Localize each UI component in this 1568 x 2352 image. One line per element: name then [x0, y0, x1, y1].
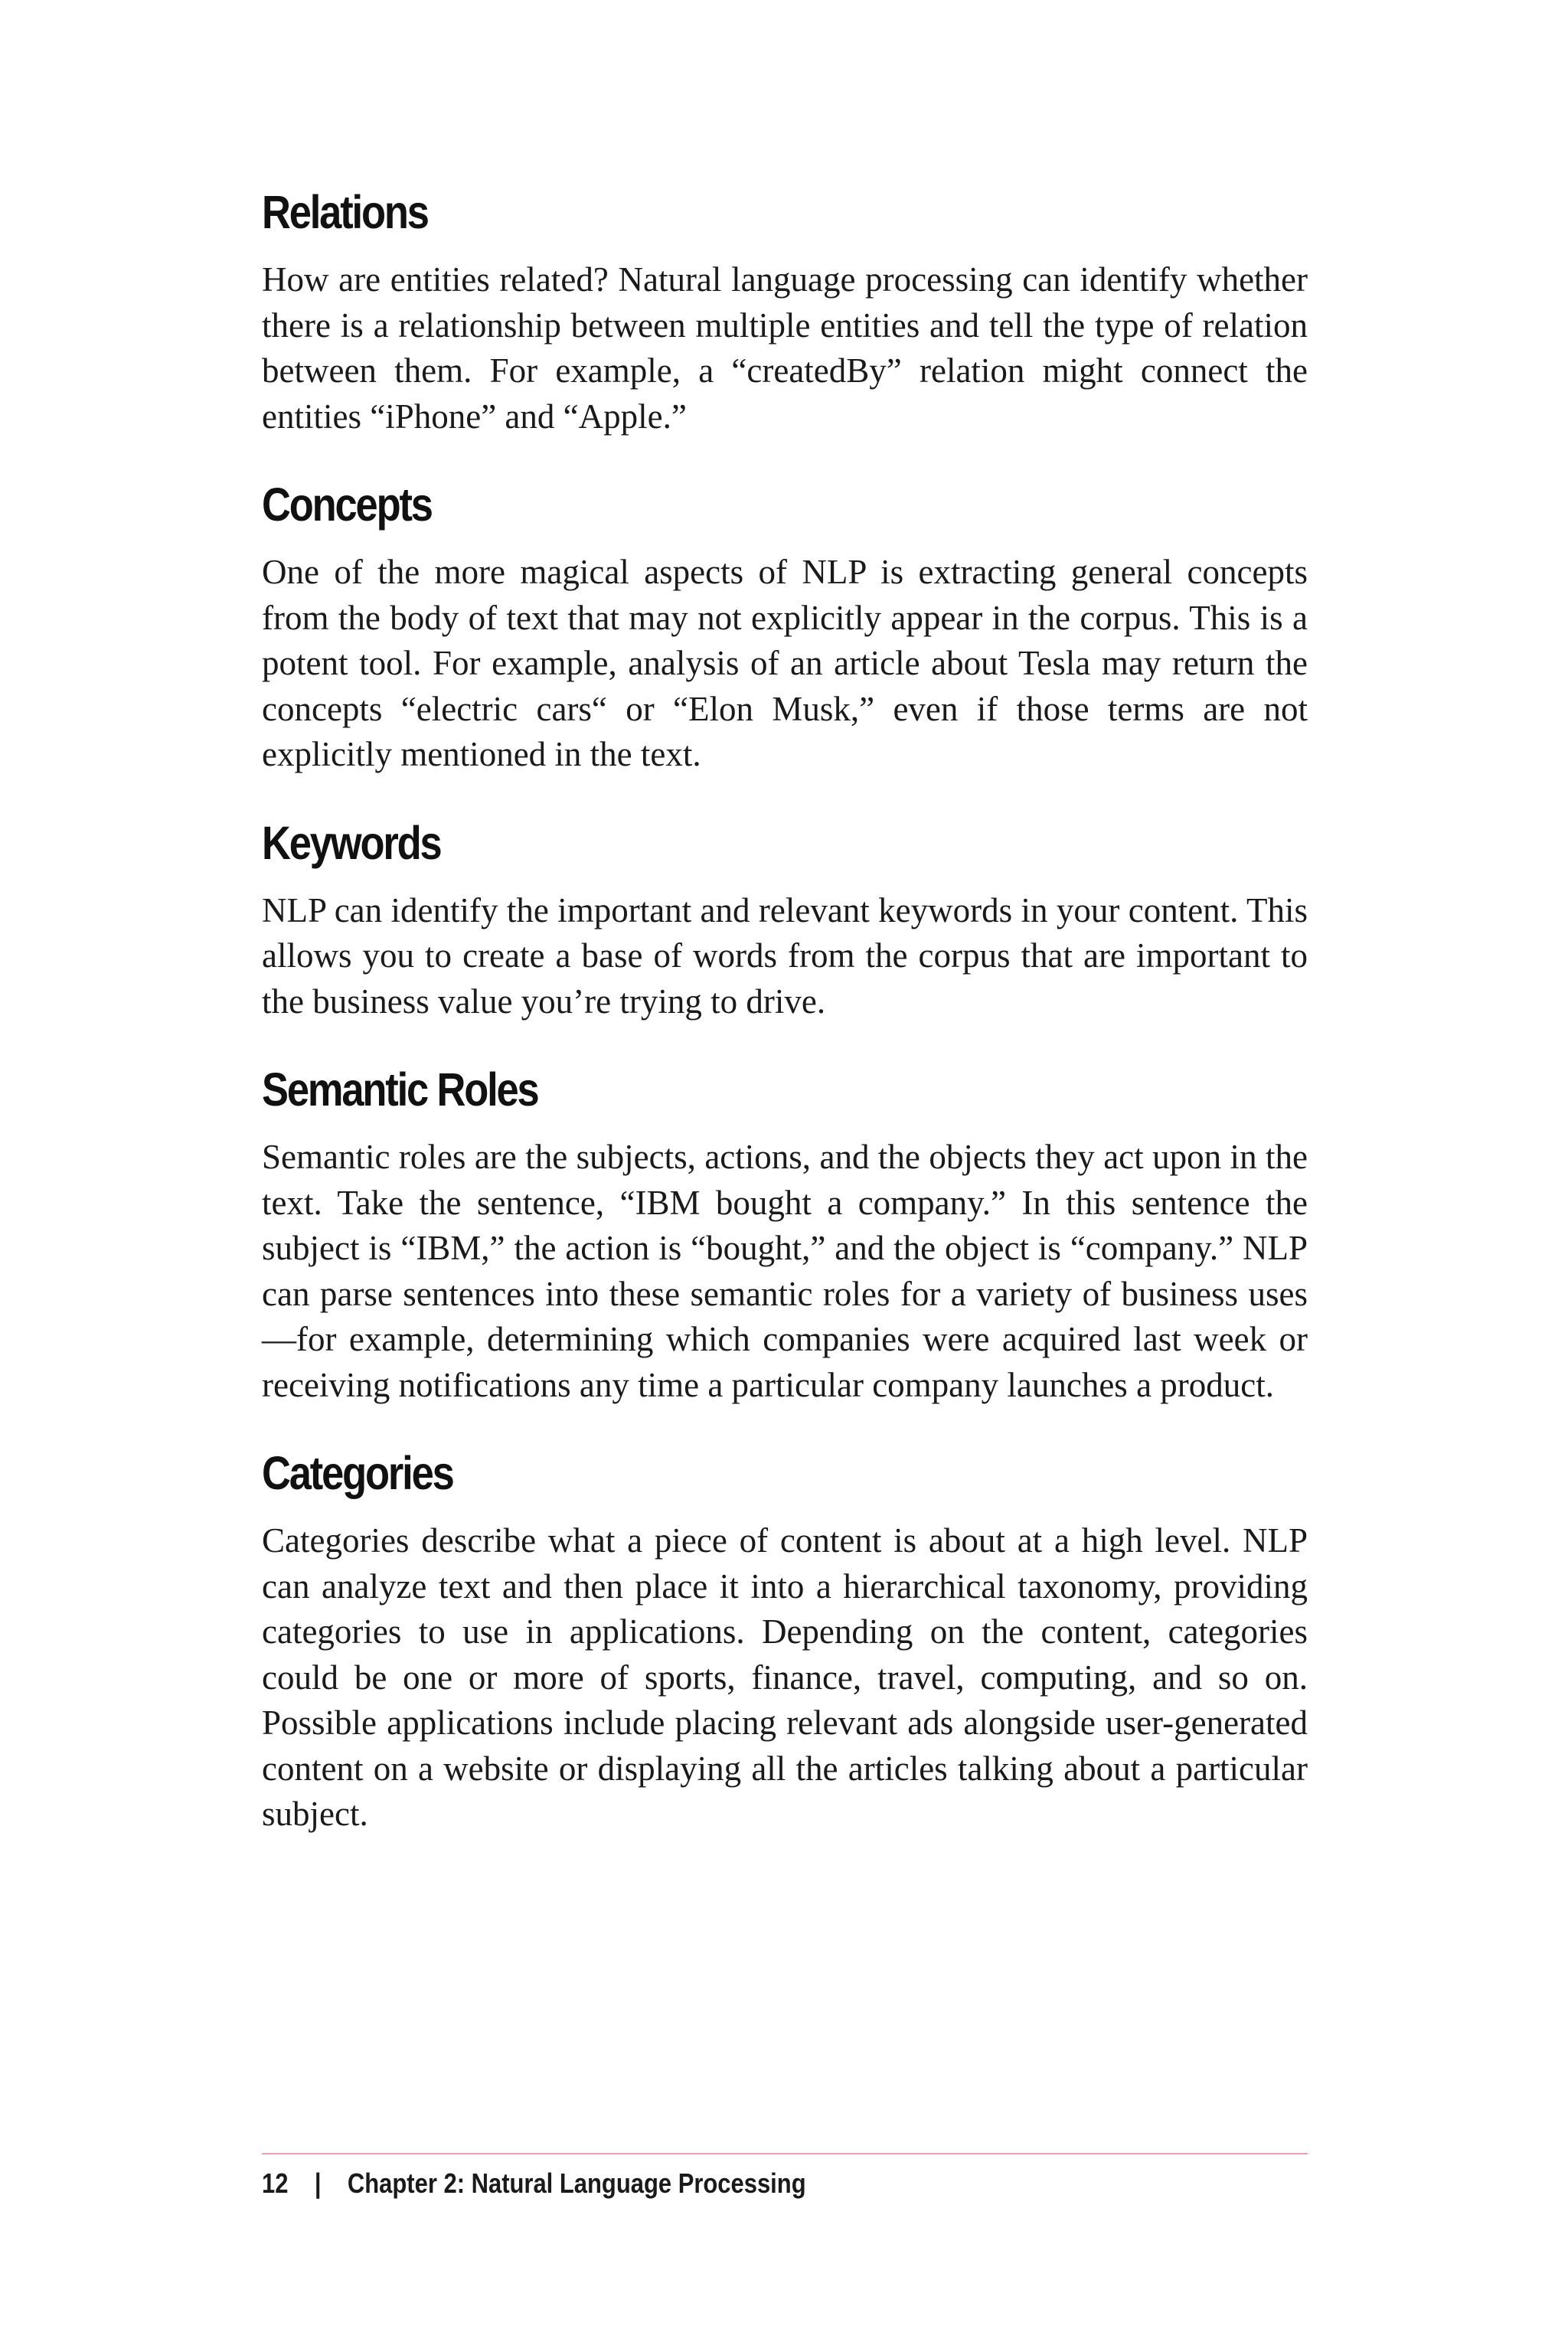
footer-divider	[262, 2153, 1308, 2154]
section-heading: Relations	[262, 186, 428, 238]
section-concepts	[262, 476, 1308, 778]
section-keywords	[262, 815, 1308, 1025]
page-footer	[262, 2153, 1308, 2202]
section-heading: Concepts	[262, 479, 432, 531]
section-paragraph: NLP can identify the important and relevant keywords in your content. This allows you to create a base of words from the corpus that are important to the business value you’re trying to drive.	[262, 890, 1308, 1021]
section-paragraph: One of the more magical aspects of NLP is extracting general concepts from the body of text that may not explicitly appear in the corpus. This is a potent tool. For example, analysis of an article about Tesla may return the concepts “electric cars“ or “Elon Musk,” even if those terms are not explicitly mentioned in the text.	[262, 553, 1308, 773]
section-heading: Semantic Roles	[262, 1063, 538, 1116]
page-content	[262, 184, 1308, 1874]
section-categories	[262, 1445, 1308, 1838]
section-heading: Keywords	[262, 816, 441, 869]
page-number: 12	[262, 2167, 289, 2199]
footer-separator: |	[314, 2167, 322, 2199]
section-paragraph: How are entities related? Natural language processing can identify whether there is a relationship between multiple entities and tell the type of relation between them. For example, a “createdBy” relation might connect the entities “iPhone” and “Apple.”	[262, 260, 1308, 436]
section-paragraph: Categories describe what a piece of content is about at a high level. NLP can analyze text and then place it into a hierarchical taxonomy, providing categories to use in applications. Depending on the content, categories could be one or more of sports, finance, travel, computing, and so on. Possible applications include placing relevant ads alongside user-generated content on a website or displaying all the articles talking about a particular subject.	[262, 1521, 1308, 1833]
section-paragraph: Semantic roles are the subjects, actions, and the objects they act upon in the text. Take the sentence, “IBM bought a company.” In this sentence the subject is “IBM,” the action is “bought,” and the object is “company.” NLP can parse sentences into these semantic roles for a variety of business uses—for example, determining which companies were acquired last week or receiving notifications any time a particular company launches a product.	[262, 1138, 1308, 1404]
section-relations	[262, 184, 1308, 439]
running-footer	[262, 2165, 1161, 2202]
section-heading: Categories	[262, 1447, 453, 1499]
chapter-title: Chapter 2: Natural Language Processing	[347, 2167, 806, 2199]
section-semantic-roles	[262, 1061, 1308, 1408]
